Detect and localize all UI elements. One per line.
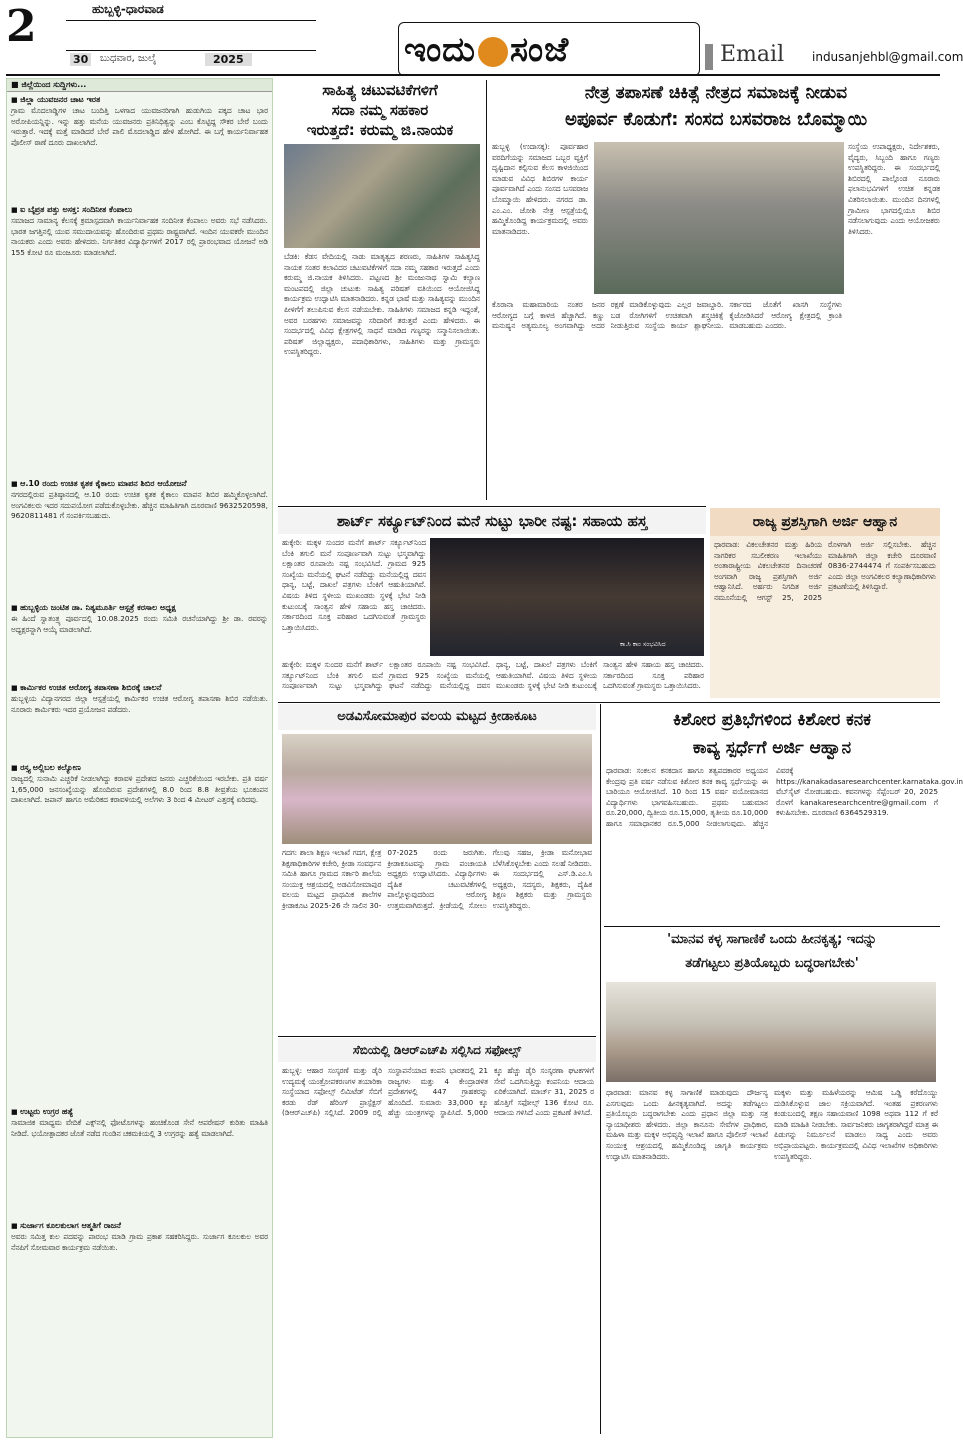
page-number: 2	[6, 1, 37, 52]
story2-photo	[594, 142, 844, 294]
story5-photo	[282, 734, 592, 844]
story1-photo	[284, 144, 480, 248]
story5-headline-box	[278, 704, 596, 730]
section-title: ■ ಕಾರ್ಮಿಕರ ಉಚಿತ ಆರೋಗ್ಯ ತಪಾಸಣಾ ಶಿಬಿರಕ್ಕೆ ಚಾಲನೆ	[11, 683, 268, 693]
headline-line: ಕಿಶೋರ ಪ್ರತಿಭೆಗಳಿಂದ ಕಿಶೋರ ಕನಕ	[673, 710, 871, 730]
column-header: ■ ಜಿಲ್ಲೆಯಿಂದ ಸುದ್ದಿಗಳು...	[7, 79, 272, 92]
story3-photo	[430, 538, 704, 656]
story3-headline-box	[278, 508, 706, 534]
photo-caption: ಕಾ.ಸಿ ಕಾಂ ಸಂಭವಿಸಿದ	[620, 640, 666, 648]
section-body: ಸಮಾಜದ ಸಾಮಾನ್ಯ ಕೆಲಸಕ್ಕೆ ಕ್ರಮಾಸ್ಪದವಾಗಿ ಕಾರ್ಯನಿರ್ವಾಹಕ ಸಂದಿನೀತ ಕೆಂಪಾಲು ಅವರು ಸಭೆ ನಡೆಸಿದರು. ಭಾರತ ಜಗತ್ತಿನಲ್ಲಿ ಯುವ ಸಮುದಾಯವನ್ನು ಹೊಂದಿರುವ ಪ್ರಥಮ ರಾಷ್ಟ್ರವಾಗಿದೆ. ಇಂದಿನ ಯುವಕರೇ ಮುಂದಿನ ನಾಯಕರು ಎಂದು ಅವರು ಹೇಳಿದರು. ನಿರ್ಗತಿಕರ ವಿದ್ಯಾರ್ಥಿಗಳಿಗೆ 2017 ರಲ್ಲಿ ಪ್ರಾರಂಭವಾದ ಯೋಜನೆ ಅಡಿ 155 ಕೋಟಿ ರೂ ಮಂಜೂರು ಮಾಡಲಾಗಿದೆ.	[11, 216, 268, 257]
story5-headline: ಅಡವಿಸೋಮಾಪುರ ವಲಯ ಮಟ್ಟದ ಕ್ರೀಡಾಕೂಟ	[337, 709, 537, 724]
story1-headline	[280, 80, 480, 140]
headline-line: ಸಾಹಿತ್ಯ ಚಟುವಟಿಕೆಗಳಿಗೆ	[322, 81, 438, 99]
story3-body-left: ಹುಕ್ಕೇರಿ: ಮಕ್ಕಳ ಸುಂದರ ಮನೆಗೆ ಶಾರ್ಟ್ ಸರ್ಕ್ಯೂಟ್‌ನಿಂದ ಬೆಂಕಿ ತಗುಲಿ ಮನೆ ಸಂಪೂರ್ಣವಾಗಿ ಸುಟ್ಟು ಭಸ್ಮವಾಗಿದ್ದು ಲಕ್ಷಾಂತರ ರೂಪಾಯಿ ನಷ್ಟ ಸಂಭವಿಸಿದೆ. ಗ್ರಾಮದ 925 ಸಂಖ್ಯೆಯ ಮನೆಯಲ್ಲಿ ಘಟನೆ ನಡೆದಿದ್ದು ಮನೆಯಲ್ಲಿದ್ದ ದವಸ ಧಾನ್ಯ, ಬಟ್ಟೆ, ದಾಖಲೆ ಪತ್ರಗಳು ಬೆಂಕಿಗೆ ಆಹುತಿಯಾಗಿವೆ. ವಿಷಯ ತಿಳಿದ ಸ್ಥಳೀಯ ಮುಖಂಡರು ಸ್ಥಳಕ್ಕೆ ಭೇಟಿ ನೀಡಿ ಕುಟುಂಬಕ್ಕೆ ಸಾಂತ್ವನ ಹೇಳಿ ಸಹಾಯ ಹಸ್ತ ಚಾಚಿದರು. ಸರ್ಕಾರದಿಂದ ಸೂಕ್ತ ಪರಿಹಾರ ಒದಗಿಸುವಂತೆ ಗ್ರಾಮಸ್ಥರು ಒತ್ತಾಯಿಸಿದರು.	[282, 538, 426, 632]
story8-body: ಹುಬ್ಬಳ್ಳಿ: ಆಹಾರ ಸಂಸ್ಕರಣೆ ಮತ್ತು ಡೈರಿ ಉದ್ಯಮಕ್ಕೆ ಯಂತ್ರೋಪಕರಣಗಳ ತಯಾರಿಕಾ ಸಂಸ್ಥೆಯಾದ ಸಫೋಲ್ಸ್ ಲಿಮಿಟೆಡ್ ಸೆಬಿಗೆ ಕರಡು ರೆಡ್ ಹೆರಿಂಗ್ ಪ್ರಾಸ್ಪೆಕ್ಟಸ್ (ಡಿಆರ್‌ಎಚ್‌ಪಿ) ಸಲ್ಲಿಸಿದೆ. 2009 ರಲ್ಲಿ ಸಂಸ್ಥಾಪನೆಯಾದ ಕಂಪನಿ ಭಾರತದಲ್ಲಿ 21 ರಾಜ್ಯಗಳು ಮತ್ತು 4 ಕೇಂದ್ರಾಡಳಿತ ಪ್ರದೇಶಗಳಲ್ಲಿ 447 ಗ್ರಾಹಕರನ್ನು ಹೊಂದಿದೆ. ಸುಮಾರು 33,000 ಕ್ಕೂ ಹೆಚ್ಚು ಯಂತ್ರಗಳನ್ನು ಸ್ಥಾಪಿಸಿದೆ. 5,000 ಕ್ಕೂ ಹೆಚ್ಚು ಡೈರಿ ಸಂಸ್ಕರಣಾ ಘಟಕಗಳಿಗೆ ಸೇವೆ ಒದಗಿಸುತ್ತಿದ್ದು ಕಂಪನಿಯ ಆದಾಯ ಏರಿಕೆಯಾಗಿದೆ. ಮಾರ್ಚ್ 31, 2025 ರ ಹೊತ್ತಿಗೆ ಸಫೋಲ್ಸ್ 136 ಕೋಟಿ ರೂ. ಆದಾಯ ಗಳಿಸಿದೆ ಎಂದು ಪ್ರಕಟಣೆ ತಿಳಿಸಿದೆ.	[282, 1066, 594, 1118]
headline-line: ಇರುತ್ತದೆ: ಕರುಮ್ಮ ಜಿ.ನಾಯಕ	[306, 121, 454, 139]
section-title: ■ ಹುಬ್ಬಳ್ಳಿಯ ಜಂಟಿತ ಡಾ. ನಿತ್ಯಮೂರ್ತಿ ಆಸ್ಪತ್ರೆ ಕರಸಾಲ ಅಧ್ಯಕ್ಷ	[11, 603, 268, 613]
story5-body: ಗದಗ: ಶಾಲಾ ಶಿಕ್ಷಣ ಇಲಾಖೆ ಗದಗ, ಕ್ಷೇತ್ರ ಶಿಕ್ಷಣಾಧಿಕಾರಿಗಳ ಕಚೇರಿ, ಕ್ರೀಡಾ ಸಂವರ್ಧನ ಸಮಿತಿ ಹಾಗೂ ಗ್ರಾಮದ ಸರ್ಕಾರಿ ಶಾಲೆಯ ಸಂಯುಕ್ತ ಆಶ್ರಯದಲ್ಲಿ ಅಡವಿಸೋಮಾಪುರ ವಲಯ ಮಟ್ಟದ ಪ್ರಾಥಮಿಕ ಶಾಲೆಗಳ ಕ್ರೀಡಾಕೂಟ 2025-26 ನೇ ಸಾಲಿನ 30-07-2025 ರಂದು ಜರುಗಿತು. ಕ್ರೀಡಾಕೂಟವನ್ನು ಗ್ರಾಮ ಪಂಚಾಯತಿ ಅಧ್ಯಕ್ಷರು ಉದ್ಘಾಟಿಸಿದರು. ವಿದ್ಯಾರ್ಥಿಗಳು ದೈಹಿಕ ಚಟುವಟಿಕೆಗಳಲ್ಲಿ ಪಾಲ್ಗೊಳ್ಳುವುದರಿಂದ ಆರೋಗ್ಯ ಉತ್ತಮವಾಗಿರುತ್ತದೆ. ಕ್ರೀಡೆಯಲ್ಲಿ ಸೋಲು ಗೆಲುವು ಸಹಜ, ಕ್ರೀಡಾ ಮನೋಭಾವ ಬೆಳೆಸಿಕೊಳ್ಳಬೇಕು ಎಂದು ಸಲಹೆ ನೀಡಿದರು. ಈ ಸಂದರ್ಭದಲ್ಲಿ ಎಸ್.ಡಿ.ಎಂ.ಸಿ ಅಧ್ಯಕ್ಷರು, ಸದಸ್ಯರು, ಶಿಕ್ಷಕರು, ದೈಹಿಕ ಶಿಕ್ಷಣ ಶಿಕ್ಷಕರು ಮತ್ತು ಗ್ರಾಮಸ್ಥರು ಉಪಸ್ಥಿತರಿದ್ದರು.	[282, 848, 592, 910]
story1-body: ಬೆಡಕಿ: ಕೆಡಸ ವೇದಿಯಲ್ಲಿ ನಾಡು ಮಾತೃತ್ವದ ಶರಣರು, ಸಾಹಿತಿಗಳ ಸಾಹಿತ್ಯಸಿದ್ಧ ನಾಯಕ ಸಂತರ ಕಲಾವಿದರ ಚಟುವಟಿಕೆಗಳಿಗೆ ಸದಾ ನಮ್ಮ ಸಹಕಾರ ಇರುತ್ತದೆ ಎಂದು ಕರುಮ್ಮ ಜಿ.ನಾಯಕ ತಿಳಿಸಿದರು. ಪಟ್ಟಣದ ಶ್ರೀ ಮಂಜುನಾಥ ಸ್ವಾಮಿ ಕಲ್ಯಾಣ ಮಂಟಪದಲ್ಲಿ ಜಿಲ್ಲಾ ಚುಟುಕು ಸಾಹಿತ್ಯ ಪರಿಷತ್ ವತಿಯಿಂದ ಆಯೋಜಿಸಿದ್ದ ಕಾರ್ಯಕ್ರಮ ಉದ್ಘಾಟಿಸಿ ಮಾತನಾಡಿದರು. ಕನ್ನಡ ಭಾಷೆ ಮತ್ತು ಸಾಹಿತ್ಯವನ್ನು ಮುಂದಿನ ಪೀಳಿಗೆಗೆ ತಲುಪಿಸುವ ಕೆಲಸ ನಡೆಯಬೇಕು. ಸಾಹಿತಿಗಳು ಸಮಾಜದ ಕನ್ನಡಿ ಇದ್ದಂತೆ, ಅವರ ಬರಹಗಳು ಸಮಾಜವನ್ನು ಸರಿದಾರಿಗೆ ತರುತ್ತವೆ ಎಂದು ಹೇಳಿದರು. ಈ ಸಂದರ್ಭದಲ್ಲಿ ವಿವಿಧ ಕ್ಷೇತ್ರಗಳಲ್ಲಿ ಸಾಧನೆ ಮಾಡಿದ ಗಣ್ಯರನ್ನು ಸನ್ಮಾನಿಸಲಾಯಿತು. ಪರಿಷತ್ ಜಿಲ್ಲಾಧ್ಯಕ್ಷರು, ಪದಾಧಿಕಾರಿಗಳು, ಸಾಹಿತಿಗಳು ಮತ್ತು ಗ್ರಾಮಸ್ಥರು ಉಪಸ್ಥಿತರಿದ್ದರು.	[284, 252, 480, 357]
story7-photo	[606, 982, 936, 1082]
left-section	[7, 1221, 272, 1304]
story6-body: ಧಾರವಾಡ: ಸಂಕಲನ ಕನಕದಾಸ ಹಾಗೂ ತತ್ವಪದಕಾರರ ಅಧ್ಯಯನ ಕೇಂದ್ರವು ಪ್ರತಿ ವರ್ಷ ನಡೆಸುವ ಕಿಶೋರ ಕನಕ ಕಾವ್ಯ ಸ್ಪರ್ಧೆಯನ್ನು ಈ ಬಾರಿಯೂ ಆಯೋಜಿಸಿದೆ. 10 ರಿಂದ 15 ವರ್ಷ ವಯೋಮಾನದ ವಿದ್ಯಾರ್ಥಿಗಳು ಭಾಗವಹಿಸಬಹುದು. ಪ್ರಥಮ ಬಹುಮಾನ ರೂ.20,000, ದ್ವಿತೀಯ ರೂ.15,000, ತೃತೀಯ ರೂ.10,000 ಹಾಗೂ ಸಮಾಧಾನಕರ ರೂ.5,000 ನೀಡಲಾಗುವುದು. ಹೆಚ್ಚಿನ ವಿವರಕ್ಕೆ https://kanakadasaresearchcenter.karnataka.gov.in ವೆಬ್‌ಸೈಟ್ ನೋಡಬಹುದು. ಕವನಗಳನ್ನು ಸೆಪ್ಟೆಂಬರ್ 20, 2025 ರೊಳಗೆ kanakaresearchcentre@gmail.com ಗೆ ಕಳುಹಿಸಬೇಕು. ದೂರವಾಣಿ 6364529319.	[606, 766, 963, 828]
story2-headline	[492, 80, 940, 138]
headline-line: ಅಪೂರ್ವ ಕೊಡುಗೆ: ಸಂಸದ ಬಸವರಾಜ ಬೊಮ್ಮಾಯಿ	[564, 109, 868, 130]
email-address[interactable]: indusanjehbl@gmail.com	[812, 50, 963, 64]
section-title: ■ ಐ ಬೈಪ್ರತ ಪತ್ತು ಅಸಕ್ತ: ಸಂದಿನೀತ ಕೆಂಪಾಲು	[11, 205, 268, 215]
logo-text-right: ಸಂಜೆ	[509, 30, 570, 70]
masthead-rule	[66, 20, 316, 21]
left-section	[7, 205, 272, 476]
section-title: ■ ಆ.10 ರಂದು ಉಚಿತ ಕೃತಕ ಕೈಕಾಲು ಮಾಪನ ಶಿಬಿರ ಆಯೋಜನೆ	[11, 479, 268, 489]
story-rule	[278, 1036, 596, 1037]
left-sections	[7, 95, 272, 1304]
story3-headline: ಶಾರ್ಟ್ ಸರ್ಕ್ಯೂಟ್‌ನಿಂದ ಮನೆ ಸುಟ್ಟು ಭಾರೀ ನಷ್ಟ: ಸಹಾಯ ಹಸ್ತ	[336, 512, 648, 530]
edition-city: ಹುಬ್ಬಳ್ಳಿ-ಧಾರವಾಡ	[92, 2, 164, 16]
story7-headline	[604, 928, 940, 978]
headline-line: ಸದಾ ನಮ್ಮ ಸಹಕಾರ	[331, 101, 429, 119]
newspaper-logo	[404, 30, 569, 70]
story8-headline: ಸೆಬಿಯಲ್ಲಿ ಡಿಆರ್‌ಎಚ್‌ಪಿ ಸಲ್ಲಿಸಿದ ಸಫೋಲ್ಸ್	[352, 1043, 522, 1057]
section-body: ರಾಜ್ಯದಲ್ಲಿ ಸುನಾಮಿ ಎಚ್ಚರಿಕೆ ನೀಡಲಾಗಿದ್ದು ಕರಾವಳಿ ಪ್ರದೇಶದ ಜನರು ಎಚ್ಚರಿಕೆಯಿಂದ ಇರಬೇಕು. ಪ್ರತಿ ವರ್ಷ 1,65,000 ಜನಸಂಖ್ಯೆಯನ್ನು ಹೊಂದಿರುವ ಪ್ರದೇಶಗಳಲ್ಲಿ 8.0 ರಿಂದ 8.8 ತೀವ್ರತೆಯ ಭೂಕಂಪನ ದಾಖಲಾಗಿದೆ. ಜಪಾನ್‌ ಹಾಗೂ ಅಮೆರಿಕದ ಕರಾವಳಿಯಲ್ಲಿ ಅಲೆಗಳು 3 ರಿಂದ 4 ಮೀಟರ್ ಎತ್ತರಕ್ಕೆ ಏರಿದವು.	[11, 774, 268, 805]
section-body: ಗ್ರಾಮ ಮೊದಲಾಡ್ಡಿಗಳ ಚಾಟ ಬಂದಿತ್ತಿ ಒಳಗಾದ ಯುವಜನರಿಗಾಗಿ ಹುಡುಗಿಯ ಪಕ್ಕದ ಚಾಟ ಭಾರ ಅರೋಪಿಯನ್ನಿನ್ನು. ಇನ್ನು ಹತ್ತು ಮನೆಯ ಯುವಜನರು ಪ್ರತಿನಿಧಿತ್ವನ್ನು ಎಂಬ ಕೊಟ್ಟಿದ್ದ ಸೌಕರ ಬೇರೆ ಬಂದು ಇರುತ್ತಾರೆ. ಇದಕ್ಕೆ ಮತ್ತೆ ಮಾಡಿದರೆ ಬೇರೆ ಪಾಲಿ ಮೊದಲಾಡ್ಡಿದ ಹೇಳಿ ಹೋಗಿದೆ. ಈ ಬಗ್ಗೆ ಕಾರ್ಯನಿರ್ವಾಹಕ ಪೊಲೀಸ್ ಠಾಣೆ ದೂರು ದಾಖಲಾಗಿದೆ.	[11, 106, 268, 147]
story7-body-right: ಮಕ್ಕಳು ಮತ್ತು ಮಹಿಳೆಯರನ್ನು ಆಮಿಷ ಒಡ್ಡಿ ಕರೆದೊಯ್ದು ದುಡಿಸಿಕೊಳ್ಳುವ ಜಾಲ ಸಕ್ರಿಯವಾಗಿದೆ. ಇಂತಹ ಪ್ರಕರಣಗಳು ಕಂಡುಬಂದಲ್ಲಿ ತಕ್ಷಣ ಸಹಾಯವಾಣಿ 1098 ಅಥವಾ 112 ಗೆ ಕರೆ ಮಾಡಿ ಮಾಹಿತಿ ನೀಡಬೇಕು. ಸಾರ್ವಜನಿಕರು ಜಾಗೃತರಾಗಿದ್ದರೆ ಮಾತ್ರ ಈ ಪಿಡುಗನ್ನು ನಿರ್ಮೂಲನೆ ಮಾಡಲು ಸಾಧ್ಯ ಎಂದು ಅವರು ಅಭಿಪ್ರಾಯಪಟ್ಟರು. ಕಾರ್ಯಕ್ರಮದಲ್ಲಿ ವಿವಿಧ ಇಲಾಖೆಗಳ ಅಧಿಕಾರಿಗಳು ಉಪಸ್ಥಿತರಿದ್ದರು.	[774, 1088, 938, 1161]
sun-icon	[478, 37, 508, 67]
left-section	[7, 479, 272, 600]
story6-headline	[604, 706, 940, 762]
left-section	[7, 1107, 272, 1218]
section-title: ■ ರಸ್ತ್ಯ ಅಲ್ಲಿಬಲ ಕಲ್ಯೋಣ	[11, 763, 268, 773]
header-rule	[6, 74, 940, 76]
email-bar	[705, 44, 713, 70]
left-news-column	[6, 78, 273, 1438]
headline-line: ನೇತ್ರ ತಪಾಸಣೆ ಚಿಕಿತ್ಸೆ ನೇತ್ರದ ಸಮಾಜಕ್ಕೆ ನೀಡುವ	[584, 83, 848, 103]
story8-headline-box	[278, 1038, 596, 1062]
left-section	[7, 763, 272, 1104]
logo-text-left: ಇಂದು	[404, 30, 476, 70]
story-rule	[604, 926, 940, 927]
left-section	[7, 683, 272, 760]
headline-line: ತಡೆಗಟ್ಟಲು ಪ್ರತಿಯೊಬ್ಬರು ಬದ್ಧರಾಗಬೇಕು'	[685, 956, 859, 971]
section-title: ■ ಜಿಲ್ಲಾ ಯುವಜನರ ಚಾಟ ಇರತ	[11, 95, 268, 105]
section-body: ಸಾಮಾಜಿಕ ಮಾಧ್ಯಮ ವೇದಿಕೆ ಎಕ್ಸ್‌ನಲ್ಲಿ ಫೋಟೊಗಳನ್ನು ಹಂಚಿಕೊಂಡ ಸೇನೆ ಆಪರೇಷನ್ ಕುರಿತು ಮಾಹಿತಿ ನೀಡಿದೆ. ಭಯೋತ್ಪಾದಕರ ಜೊತೆ ನಡೆದ ಗುಂಡಿನ ಚಕಮಕಿಯಲ್ಲಿ 3 ಉಗ್ರರನ್ನು ಹತ್ಯೆ ಮಾಡಲಾಗಿದೆ.	[11, 1118, 268, 1138]
left-section	[7, 95, 272, 202]
story-rule	[278, 702, 940, 703]
left-section	[7, 603, 272, 680]
headline-line: 'ಮಾನವ ಕಳ್ಳ ಸಾಗಾಣಿಕೆ ಒಂದು ಹೀನಕೃತ್ಯ; ಇದನ್ನು	[667, 932, 877, 947]
story2-body-left: ಹುಬ್ಬಳ್ಳಿ (ಉದಾಸಕ್ಕ): ಪೂರ್ವಹಾರ ವರದಿಗೆಯನ್ನು ಸಮಾಜದ ಒಬ್ಬರ ವ್ಯಕ್ತಿಗೆ ದೃಷ್ಟಿದಾನ ಕಲ್ಪಿಸುವ ಕೆಲಸ ಕಾಳಜಿಯಿಂದ ಮಾಡುವ ವಿವಿಧ ಶಿಬಿರಗಳ ಕಾರ್ಯ ಪೂರ್ವವಾಗಿದೆ ಎಂದು ಸಂಸದ ಬಸವರಾಜ ಬೊಮ್ಮಾಯಿ ಹೇಳಿದರು. ನಗರದ ಡಾ. ಎಂ.ಎಂ. ಜೋಶಿ ನೇತ್ರ ಆಸ್ಪತ್ರೆಯಲ್ಲಿ ಹಮ್ಮಿಕೊಂಡಿದ್ದ ಕಾರ್ಯಕ್ರಮದಲ್ಲಿ ಅವರು ಮಾತನಾಡಿದರು.	[492, 142, 588, 236]
story2-body-mid: ಕೊರಾನಾ ಮಹಾಮಾರಿಯ ನಂತರ ಜನರ ಆರೋಗ್ಯದ ಬಗ್ಗೆ ಕಾಳಜಿ ಹೆಚ್ಚಾಗಿದೆ. ಕಣ್ಣು ಮನುಷ್ಯನ ಅತ್ಯಮೂಲ್ಯ ಅಂಗವಾಗಿದ್ದು ಅದರ ರಕ್ಷಣೆ ಮಾಡಿಕೊಳ್ಳುವುದು ಎಲ್ಲರ ಜವಾಬ್ದಾರಿ. ಬಡ ರೋಗಿಗಳಿಗೆ ಉಚಿತವಾಗಿ ಶಸ್ತ್ರಚಿಕಿತ್ಸೆ ನೀಡುತ್ತಿರುವ ಸಂಸ್ಥೆಯ ಕಾರ್ಯ ಶ್ಲಾಘನೀಯ. ಸರ್ಕಾರದ ಜೊತೆಗೆ ಖಾಸಗಿ ಸಂಸ್ಥೆಗಳು ಕೈಜೋಡಿಸಿದರೆ ಆರೋಗ್ಯ ಕ್ಷೇತ್ರದಲ್ಲಿ ಕ್ರಾಂತಿ ಮಾಡಬಹುದು ಎಂದರು.	[492, 300, 842, 331]
section-body: ಹುಬ್ಬಳ್ಳಿಯ ವಿದ್ಯಾನಗರದ ಜಿಲ್ಲಾ ಆಸ್ಪತ್ರೆಯಲ್ಲಿ ಕಾರ್ಮಿಕರ ಉಚಿತ ಆರೋಗ್ಯ ತಪಾಸಣಾ ಶಿಬಿರ ನಡೆಯಿತು. ನೂರಾರು ಕಾರ್ಮಿಕರು ಇದರ ಪ್ರಯೋಜನ ಪಡೆದರು.	[11, 694, 268, 714]
date-number: 30	[70, 53, 91, 66]
section-title: ■ ಸುರ್ಜಾಗ ಕೂಲಕುಲಾಗ ಆತ್ಮತಿಗೆ ರಾಜನೆ	[11, 1221, 268, 1231]
column-divider	[600, 704, 601, 1434]
date-day: ಬುಧವಾರ, ಜುಲೈ	[100, 53, 157, 64]
story7-body-left: ಧಾರವಾಡ: ಮಾನವ ಕಳ್ಳ ಸಾಗಾಣಿಕೆ ಮಾಡುವುದು ದೌರ್ಜನ್ಯ ಎಸಗುವುದು ಒಂದು ಹೀನಕೃತ್ಯವಾಗಿದೆ. ಅದನ್ನು ತಡೆಗಟ್ಟಲು ಪ್ರತಿಯೊಬ್ಬರು ಬದ್ಧರಾಗಬೇಕು ಎಂದು ಪ್ರಧಾನ ಜಿಲ್ಲಾ ಮತ್ತು ಸತ್ರ ನ್ಯಾಯಾಧೀಶರು ಹೇಳಿದರು. ಜಿಲ್ಲಾ ಕಾನೂನು ಸೇವೆಗಳ ಪ್ರಾಧಿಕಾರ, ಮಹಿಳಾ ಮತ್ತು ಮಕ್ಕಳ ಅಭಿವೃದ್ಧಿ ಇಲಾಖೆ ಹಾಗೂ ಪೊಲೀಸ್ ಇಲಾಖೆ ಸಂಯುಕ್ತ ಆಶ್ರಯದಲ್ಲಿ ಹಮ್ಮಿಕೊಂಡಿದ್ದ ಜಾಗೃತಿ ಕಾರ್ಯಕ್ರಮ ಉದ್ಘಾಟಿಸಿ ಮಾತನಾಡಿದರು.	[606, 1088, 768, 1161]
masthead-rule	[66, 50, 316, 51]
email-label: Email	[720, 42, 785, 67]
story4-headline-box	[710, 508, 940, 536]
section-body: ನಗರದಲ್ಲಿರುವ ಪ್ರತಿಷ್ಠಾನದಲ್ಲಿ ಆ.10 ರಂದು ಉಚಿತ ಕೃತಕ ಕೈಕಾಲು ಮಾಪನ ಶಿಬಿರ ಹಮ್ಮಿಕೊಳ್ಳಲಾಗಿದೆ. ಅಂಗವಿಕಲರು ಇದರ ಸದುಪಯೋಗ ಪಡೆದುಕೊಳ್ಳಬೇಕು. ಹೆಚ್ಚಿನ ಮಾಹಿತಿಗಾಗಿ ದೂರವಾಣಿ 9632520598, 9620811481 ಗೆ ಸಂಪರ್ಕಿಸಬಹುದು.	[11, 490, 268, 521]
story3-body-bottom: ಹುಕ್ಕೇರಿ: ಮಕ್ಕಳ ಸುಂದರ ಮನೆಗೆ ಶಾರ್ಟ್ ಸರ್ಕ್ಯೂಟ್‌ನಿಂದ ಬೆಂಕಿ ತಗುಲಿ ಮನೆ ಸಂಪೂರ್ಣವಾಗಿ ಸುಟ್ಟು ಭಸ್ಮವಾಗಿದ್ದು ಲಕ್ಷಾಂತರ ರೂಪಾಯಿ ನಷ್ಟ ಸಂಭವಿಸಿದೆ. ಗ್ರಾಮದ 925 ಸಂಖ್ಯೆಯ ಮನೆಯಲ್ಲಿ ಘಟನೆ ನಡೆದಿದ್ದು ಮನೆಯಲ್ಲಿದ್ದ ದವಸ ಧಾನ್ಯ, ಬಟ್ಟೆ, ದಾಖಲೆ ಪತ್ರಗಳು ಬೆಂಕಿಗೆ ಆಹುತಿಯಾಗಿವೆ. ವಿಷಯ ತಿಳಿದ ಸ್ಥಳೀಯ ಮುಖಂಡರು ಸ್ಥಳಕ್ಕೆ ಭೇಟಿ ನೀಡಿ ಕುಟುಂಬಕ್ಕೆ ಸಾಂತ್ವನ ಹೇಳಿ ಸಹಾಯ ಹಸ್ತ ಚಾಚಿದರು. ಸರ್ಕಾರದಿಂದ ಸೂಕ್ತ ಪರಿಹಾರ ಒದಗಿಸುವಂತೆ ಗ್ರಾಮಸ್ಥರು ಒತ್ತಾಯಿಸಿದರು.	[282, 660, 704, 691]
section-body: ಅವರು ಸಮಿತ್ತ ಕುಲ ಪದವನ್ನು ಪಾರಂಭ ಮಾಡಿ ಗ್ರಾಮ ಪ್ರಕಾಶ ಸಹಕರಿಸಿದ್ದರು. ಸುರ್ಜಾಗ ಕೂಲಕುಲ ಅವರ ನೆನಪಿಗೆ ಸೋಮವಾರ ಕಾರ್ಯಕ್ರಮ ನಡೆಯಿತು.	[11, 1232, 268, 1252]
section-body: ಈ ಹಿಂದೆ ಸ್ವಾತಂತ್ರ್ಯ ಪೂರ್ವದಲ್ಲಿ 10.08.2025 ರಂದು ಸಮಿತಿ ರಚನೆಯಾಗಿದ್ದು ಶ್ರೀ ಡಾ. ರವರನ್ನು ಅಧ್ಯಕ್ಷರನ್ನಾಗಿ ಆಯ್ಕೆ ಮಾಡಲಾಗಿದೆ.	[11, 614, 268, 634]
story4-headline: ರಾಜ್ಯ ಪ್ರಶಸ್ತಿಗಾಗಿ ಅರ್ಜಿ ಆಹ್ವಾನ	[752, 514, 898, 530]
column-divider	[486, 80, 487, 500]
story-rule	[278, 506, 706, 507]
story4-body: ಧಾರವಾಡ: ವಿಕಲಚೇತನರ ಮತ್ತು ಹಿರಿಯ ನಾಗರಿಕರ ಸಬಲೀಕರಣ ಇಲಾಖೆಯು ಅಂತಾರಾಷ್ಟ್ರೀಯ ವಿಕಲಚೇತನರ ದಿನಾಚರಣೆ ಅಂಗವಾಗಿ ರಾಜ್ಯ ಪ್ರಶಸ್ತಿಗಾಗಿ ಅರ್ಜಿ ಆಹ್ವಾನಿಸಿದೆ. ಅರ್ಹರು ನಿಗದಿತ ಅರ್ಜಿ ನಮೂನೆಯಲ್ಲಿ ಆಗಸ್ಟ್ 25, 2025 ರೊಳಗಾಗಿ ಅರ್ಜಿ ಸಲ್ಲಿಸಬೇಕು. ಹೆಚ್ಚಿನ ಮಾಹಿತಿಗಾಗಿ ಜಿಲ್ಲಾ ಕಚೇರಿ ದೂರವಾಣಿ 0836-2744474 ಗೆ ಸಂಪರ್ಕಿಸಬಹುದು ಎಂದು ಜಿಲ್ಲಾ ಅಂಗವಿಕಲರ ಕಲ್ಯಾಣಾಧಿಕಾರಿಗಳು ಪ್ರಕಟಣೆಯಲ್ಲಿ ತಿಳಿಸಿದ್ದಾರೆ.	[714, 540, 936, 602]
date-year: 2025	[205, 53, 252, 66]
section-title: ■ ಉಟ್ಟರು ಉಗ್ರರ ಹತ್ಯೆ	[11, 1107, 268, 1117]
story2-body-right: ಸಂಸ್ಥೆಯ ಉಪಾಧ್ಯಕ್ಷರು, ನಿರ್ದೇಶಕರು, ವೈದ್ಯರು, ಸಿಬ್ಬಂದಿ ಹಾಗೂ ಗಣ್ಯರು ಉಪಸ್ಥಿತರಿದ್ದರು. ಈ ಸಂದರ್ಭದಲ್ಲಿ ಶಿಬಿರದಲ್ಲಿ ಪಾಲ್ಗೊಂಡ ನೂರಾರು ಫಲಾನುಭವಿಗಳಿಗೆ ಉಚಿತ ಕನ್ನಡಕ ವಿತರಿಸಲಾಯಿತು. ಮುಂದಿನ ದಿನಗಳಲ್ಲಿ ಗ್ರಾಮೀಣ ಭಾಗದಲ್ಲಿಯೂ ಶಿಬಿರ ನಡೆಸಲಾಗುವುದು ಎಂದು ಆಯೋಜಕರು ತಿಳಿಸಿದರು.	[848, 142, 940, 236]
headline-line: ಕಾವ್ಯ ಸ್ಪರ್ಧೆಗೆ ಅರ್ಜಿ ಆಹ್ವಾನ	[692, 738, 852, 758]
